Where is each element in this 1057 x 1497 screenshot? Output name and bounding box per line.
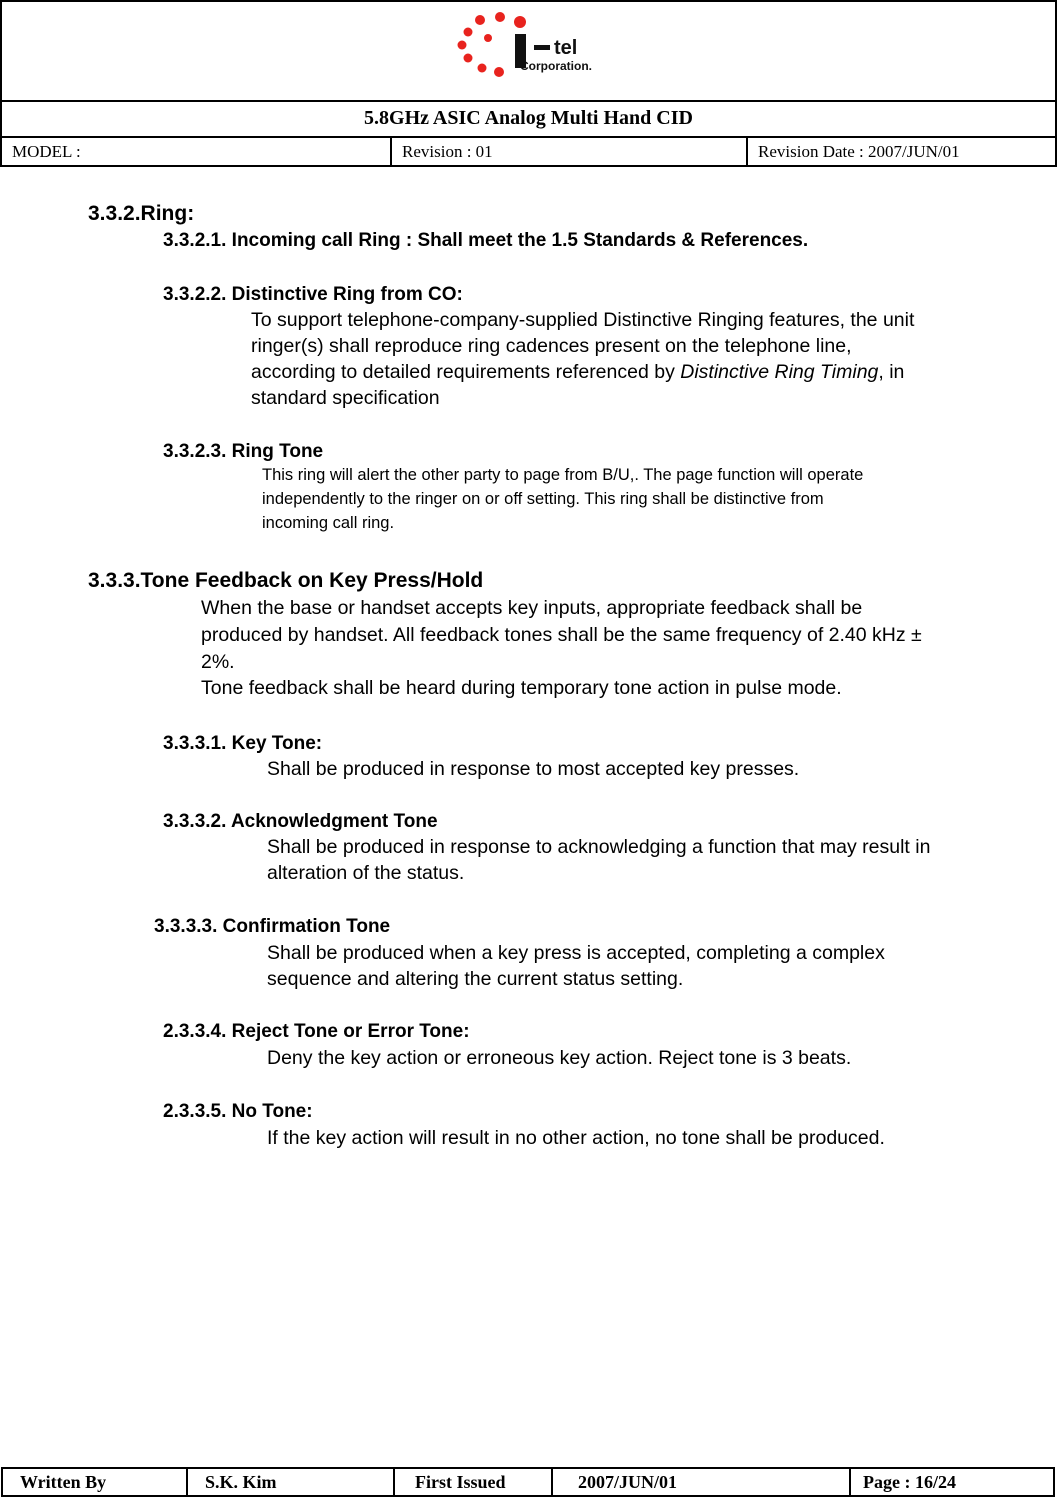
- document-title: 5.8GHz ASIC Analog Multi Hand CID: [2, 100, 1055, 138]
- section-3-3-2-2-line-2: ringer(s) shall reproduce ring cadences present on the telephone line,: [251, 335, 852, 357]
- document-footer: [1, 1467, 1055, 1497]
- section-3-3-2-2-line-1: To support telephone-company-supplied Distinctive Ringing features, the unit: [251, 309, 915, 331]
- section-2-3-3-5-heading: 2.3.3.5. No Tone:: [163, 1101, 313, 1122]
- first-issued-value: 2007/JUN/01: [553, 1469, 851, 1495]
- revision-cell: Revision : 01: [392, 138, 748, 165]
- section-3-3-2-3-line-2: independently to the ringer on or off setting. This ring shall be distinctive from: [262, 490, 824, 508]
- section-3-3-2-2-line-4: standard specification: [251, 387, 440, 409]
- revision-info-row: [2, 138, 1055, 165]
- svg-text:tel: tel: [554, 37, 578, 59]
- written-by-value: S.K. Kim: [188, 1469, 395, 1495]
- section-3-3-3-1-heading: 3.3.3.1. Key Tone:: [163, 733, 323, 754]
- section-3-3-2-2-heading: 3.3.2.2. Distinctive Ring from CO:: [163, 284, 463, 305]
- section-3-3-3-2-line-1: Shall be produced in response to acknowledging a function that may result in: [267, 836, 931, 858]
- section-3-3-2-2-line-3: [251, 361, 904, 384]
- section-3-3-3-1-line-1: Shall be produced in response to most accepted key presses.: [267, 758, 800, 780]
- section-3-3-3-3-line-2: sequence and altering the current status setting.: [267, 968, 684, 990]
- section-3-3-3-2-line-2: alteration of the status.: [267, 862, 465, 884]
- section-3-3-2-3-heading: 3.3.2.3. Ring Tone: [163, 441, 324, 462]
- page-number: Page : 16/24: [863, 1472, 956, 1492]
- section-3-3-2-3-line-3: incoming call ring.: [262, 514, 395, 532]
- section-3-3-2-3-line-1: This ring will alert the other party to page from B/U,. The page function will operate: [262, 466, 864, 484]
- first-issued-label: First Issued: [395, 1469, 553, 1495]
- line-3-text: according to detailed requirements referenced by: [251, 361, 681, 383]
- section-3-3-3-3-line-1: Shall be produced when a key press is accepted, completing a complex: [267, 942, 885, 964]
- section-3-3-2-1: 3.3.2.1. Incoming call Ring : Shall meet the 1.5 Standards & References.: [163, 230, 809, 251]
- section-2-3-3-4-heading: 2.3.3.4. Reject Tone or Error Tone:: [163, 1021, 470, 1042]
- line-3-suffix: , in: [878, 361, 905, 383]
- document-header: [0, 0, 1057, 167]
- revision-date-cell: Revision Date : 2007/JUN/01: [758, 142, 960, 161]
- written-by-label: Written By: [3, 1469, 188, 1495]
- section-3-3-3-line-3: 2%.: [201, 651, 235, 673]
- section-3-3-3-heading: 3.3.3.Tone Feedback on Key Press/Hold: [88, 569, 484, 592]
- section-2-3-3-4-line-1: Deny the key action or erroneous key action. Reject tone is 3 beats.: [267, 1047, 852, 1069]
- section-3-3-3-line-2: produced by handset. All feedback tones shall be the same frequency of 2.40 kHz ±: [201, 624, 922, 646]
- section-3-3-3-3-heading: 3.3.3.3. Confirmation Tone: [154, 916, 391, 937]
- section-3-3-2-heading: 3.3.2.Ring:: [88, 202, 195, 225]
- section-2-3-3-5-line-1: If the key action will result in no other action, no tone shall be produced.: [267, 1127, 885, 1149]
- model-cell: MODEL :: [2, 138, 392, 165]
- svg-text:Corporation.: Corporation.: [520, 59, 592, 73]
- logo-cell: [2, 2, 1055, 102]
- distinctive-ring-timing-ref: Distinctive Ring Timing: [680, 361, 879, 383]
- itel-logo: [452, 10, 642, 82]
- section-3-3-3-line-4: Tone feedback shall be heard during temporary tone action in pulse mode.: [201, 677, 842, 699]
- section-3-3-3-2-heading: 3.3.3.2. Acknowledgment Tone: [163, 811, 438, 832]
- section-3-3-3-line-1: When the base or handset accepts key inputs, appropriate feedback shall be: [201, 597, 863, 619]
